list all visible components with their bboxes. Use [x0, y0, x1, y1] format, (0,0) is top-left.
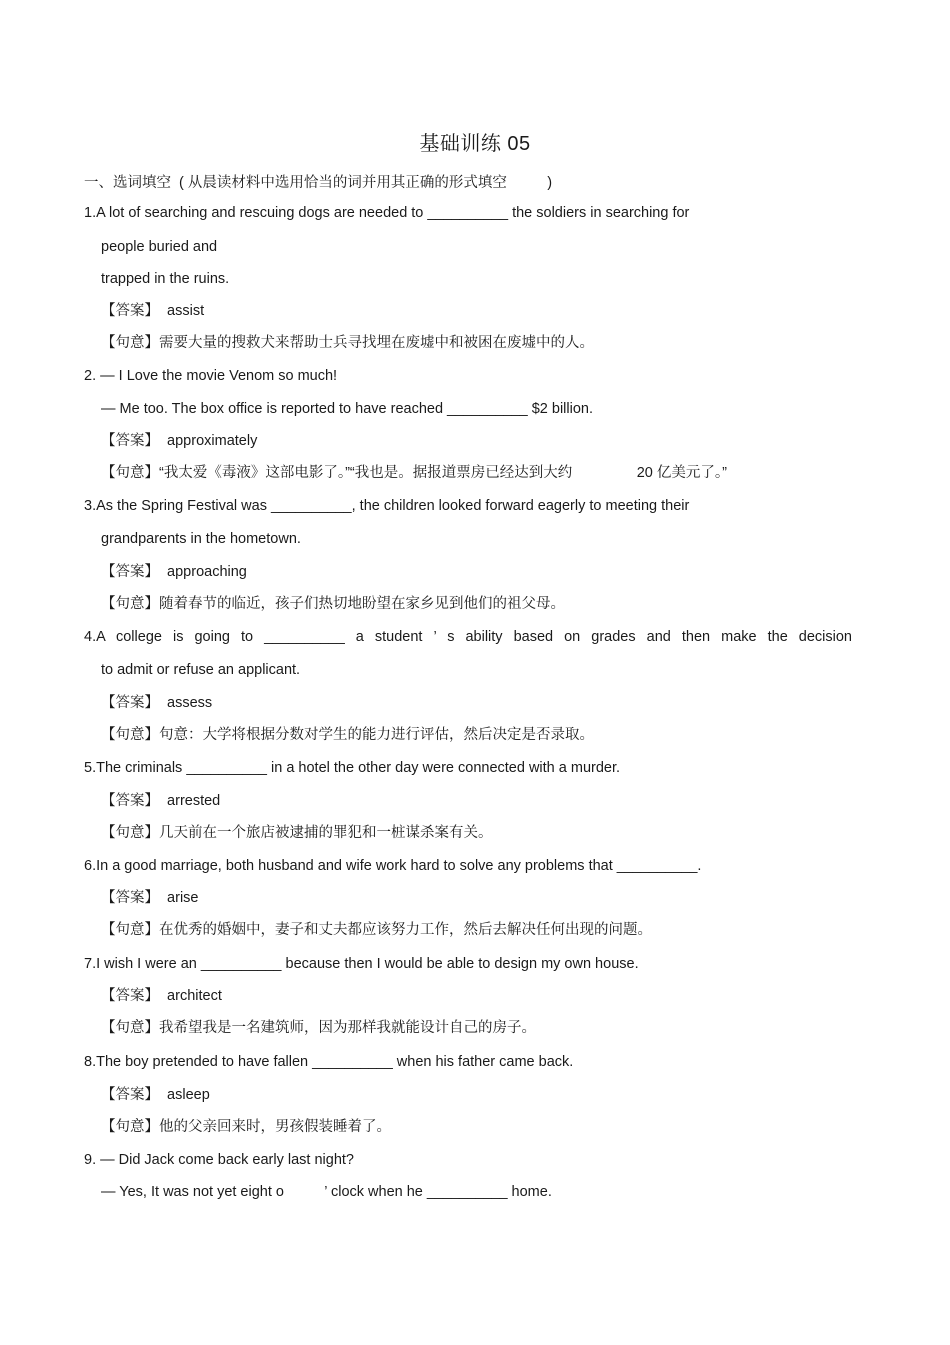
question-2-continuation: — Me too. The box office is reported to have reached __________ $2 billion. [101, 401, 593, 417]
answer-4: 【答案】 assess [101, 695, 213, 711]
question-3-continuation: grandparents in the hometown. [101, 531, 301, 547]
meaning-2: 【句意】“我太爱《毒液》这部电影了。”“我也是。据报道票房已经达到大约 20 亿美元了。” [101, 465, 727, 481]
meaning-8: 【句意】他的父亲回来时，男孩假装睡着了。 [101, 1119, 391, 1135]
question-2-text: 2. — I Love the movie Venom so much! [84, 368, 338, 384]
answer-7: 【答案】 architect [101, 988, 222, 1004]
answer-8: 【答案】 asleep [101, 1087, 210, 1103]
answer-6: 【答案】 arise [101, 890, 199, 906]
question-9-continuation: — Yes, It was not yet eight o ’ clock when he __________ home. [101, 1184, 552, 1200]
answer-5: 【答案】 arrested [101, 793, 221, 809]
meaning-3: 【句意】随着春节的临近，孩子们热切地盼望在家乡见到他们的祖父母。 [101, 596, 565, 612]
section-heading: 一、选词填空 ( 从晨读材料中选用恰当的词并用其正确的形式填空 ) [84, 175, 553, 191]
question-4-text: 4.A college is going to __________ a student ’ s ability based on grades and then make the decision [84, 629, 852, 645]
page-title: 基础训练 05 [419, 133, 531, 155]
meaning-6: 【句意】在优秀的婚姻中，妻子和丈夫都应该努力工作，然后去解决任何出现的问题。 [101, 922, 652, 938]
question-1-text: 1.A lot of searching and rescuing dogs are needed to __________ the soldiers in searching for [84, 205, 690, 221]
question-9-text: 9. — Did Jack come back early last night? [84, 1152, 354, 1168]
question-6-text: 6.In a good marriage, both husband and wife work hard to solve any problems that __________. [84, 858, 702, 874]
question-1-continuation: people buried and [101, 239, 218, 255]
question-5-text: 5.The criminals __________ in a hotel the other day were connected with a murder. [84, 760, 621, 776]
question-1-continuation: trapped in the ruins. [101, 271, 230, 287]
answer-1: 【答案】 assist [101, 303, 205, 319]
question-3-text: 3.As the Spring Festival was __________, the children looked forward eagerly to meeting their [84, 498, 690, 514]
meaning-1: 【句意】需要大量的搜救犬来帮助士兵寻找埋在废墟中和被困在废墟中的人。 [101, 335, 594, 351]
meaning-5: 【句意】几天前在一个旅店被逮捕的罪犯和一桩谋杀案有关。 [101, 825, 493, 841]
answer-3: 【答案】 approaching [101, 564, 247, 580]
question-7-text: 7.I wish I were an __________ because then I would be able to design my own house. [84, 956, 639, 972]
answer-2: 【答案】 approximately [101, 433, 258, 449]
meaning-4: 【句意】句意：大学将根据分数对学生的能力进行评估，然后决定是否录取。 [101, 727, 594, 743]
question-8-text: 8.The boy pretended to have fallen __________ when his father came back. [84, 1054, 574, 1070]
question-4-continuation: to admit or refuse an applicant. [101, 662, 301, 678]
meaning-7: 【句意】我希望我是一名建筑师，因为那样我就能设计自己的房子。 [101, 1020, 536, 1036]
